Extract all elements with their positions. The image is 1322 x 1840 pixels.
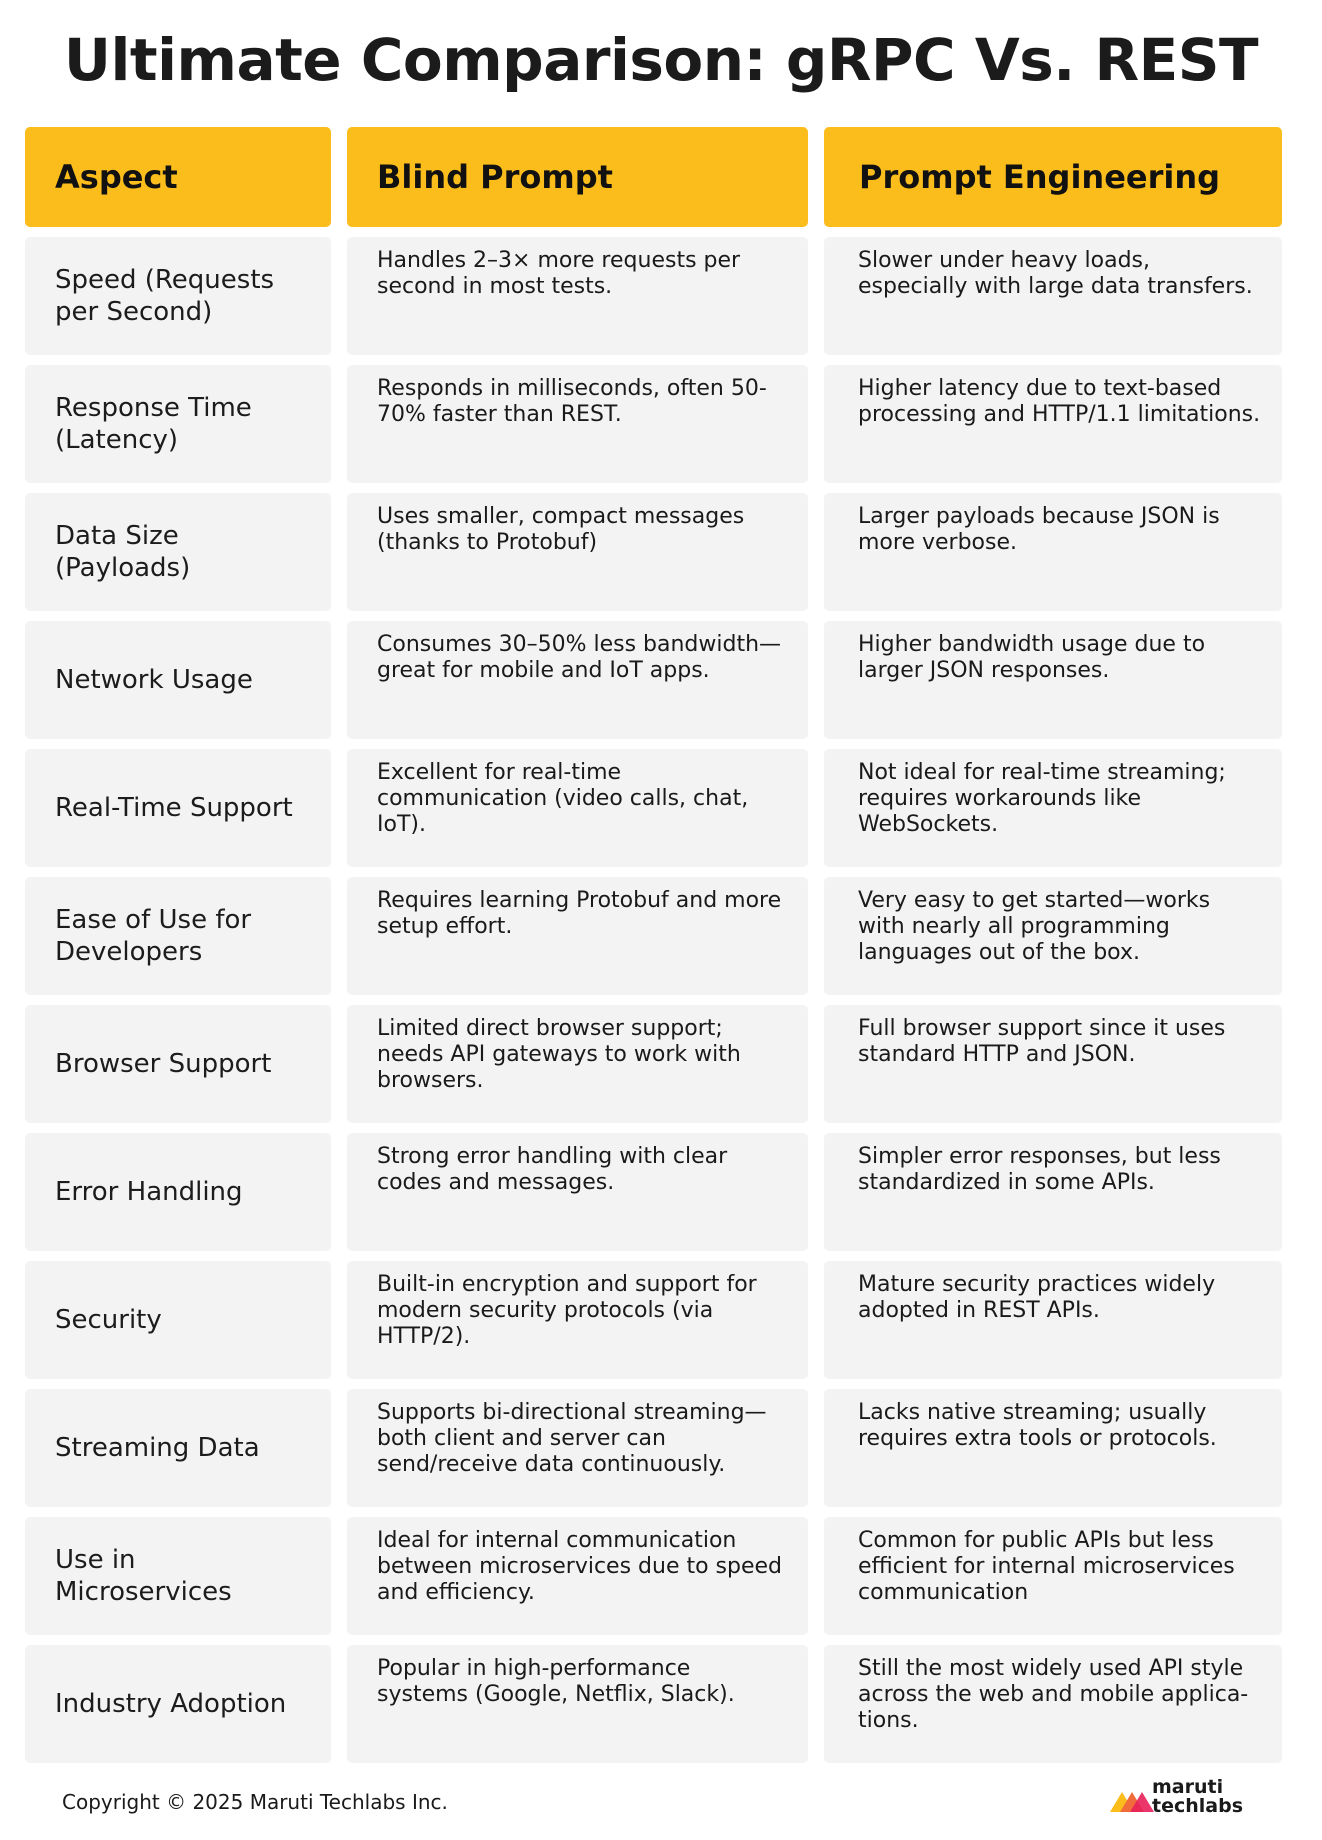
row-prompt-engineering: Slower under heavy loads, especially with large data transfers. <box>824 237 1282 355</box>
row-aspect: Speed (Requests per Second) <box>25 237 331 355</box>
row-prompt-engineering: Common for public APIs but less efficient for internal microservices communication <box>824 1517 1282 1635</box>
comparison-table <box>25 127 1297 1773</box>
row-prompt-engineering: Simpler error responses, but less standardized in some APIs. <box>824 1133 1282 1251</box>
row-blind-prompt: Requires learning Protobuf and more setup effort. <box>347 877 808 995</box>
row-blind-prompt: Responds in milliseconds, often 50-70% faster than REST. <box>347 365 808 483</box>
row-aspect: Industry Adoption <box>25 1645 331 1763</box>
header-aspect: Aspect <box>25 127 331 227</box>
row-prompt-engineering: Lacks native streaming; usually requires extra tools or protocols. <box>824 1389 1282 1507</box>
row-prompt-engineering: Not ideal for real-time streaming; requires workarounds like WebSockets. <box>824 749 1282 867</box>
row-blind-prompt: Supports bi-directional streaming—both client and server can send/receive data continuously. <box>347 1389 808 1507</box>
page-title: Ultimate Comparison: gRPC Vs. REST <box>63 26 1259 94</box>
logo-word-1: maruti <box>1152 1776 1224 1798</box>
row-blind-prompt: Handles 2–3× more requests per second in most tests. <box>347 237 808 355</box>
row-blind-prompt: Limited direct browser support; needs API gateways to work with browsers. <box>347 1005 808 1123</box>
row-aspect: Use in Microservices <box>25 1517 331 1635</box>
row-prompt-engineering: Higher bandwidth usage due to larger JSON responses. <box>824 621 1282 739</box>
row-prompt-engineering: Larger payloads because JSON is more verbose. <box>824 493 1282 611</box>
row-aspect: Browser Support <box>25 1005 331 1123</box>
row-aspect: Error Handling <box>25 1133 331 1251</box>
row-aspect: Network Usage <box>25 621 331 739</box>
row-aspect: Response Time (Latency) <box>25 365 331 483</box>
row-blind-prompt: Ideal for internal communication between microservices due to speed and efficiency. <box>347 1517 808 1635</box>
row-aspect: Real-Time Support <box>25 749 331 867</box>
row-prompt-engineering: Higher latency due to text-based processing and HTTP/1.1 limitations. <box>824 365 1282 483</box>
logo-word-2: techlabs <box>1152 1795 1244 1817</box>
logo-wordmark <box>1152 1778 1243 1816</box>
copyright-text: Copyright © 2025 Maruti Techlabs Inc. <box>62 1790 448 1814</box>
header-prompt-engineering: Prompt Engineering <box>824 127 1282 227</box>
row-blind-prompt: Uses smaller, compact messages (thanks to Protobuf) <box>347 493 808 611</box>
row-blind-prompt: Built-in encryption and support for modern security protocols (via HTTP/2). <box>347 1261 808 1379</box>
row-aspect: Streaming Data <box>25 1389 331 1507</box>
row-aspect: Security <box>25 1261 331 1379</box>
row-aspect: Data Size (Payloads) <box>25 493 331 611</box>
row-prompt-engineering: Full browser support since it uses standard HTTP and JSON. <box>824 1005 1282 1123</box>
row-blind-prompt: Strong error handling with clear codes and messages. <box>347 1133 808 1251</box>
row-aspect: Ease of Use for Developers <box>25 877 331 995</box>
header-blind-prompt: Blind Prompt <box>347 127 808 227</box>
row-prompt-engineering: Very easy to get started—works with nearly all programming languages out of the box. <box>824 877 1282 995</box>
row-prompt-engineering: Mature security practices widely adopted in REST APIs. <box>824 1261 1282 1379</box>
row-blind-prompt: Popular in high-performance systems (Google, Netflix, Slack). <box>347 1645 808 1763</box>
row-prompt-engineering: Still the most widely used API style across the web and mobile applica-tions. <box>824 1645 1282 1763</box>
row-blind-prompt: Excellent for real-time communication (video calls, chat, IoT). <box>347 749 808 867</box>
row-blind-prompt: Consumes 30–50% less bandwidth—great for mobile and IoT apps. <box>347 621 808 739</box>
